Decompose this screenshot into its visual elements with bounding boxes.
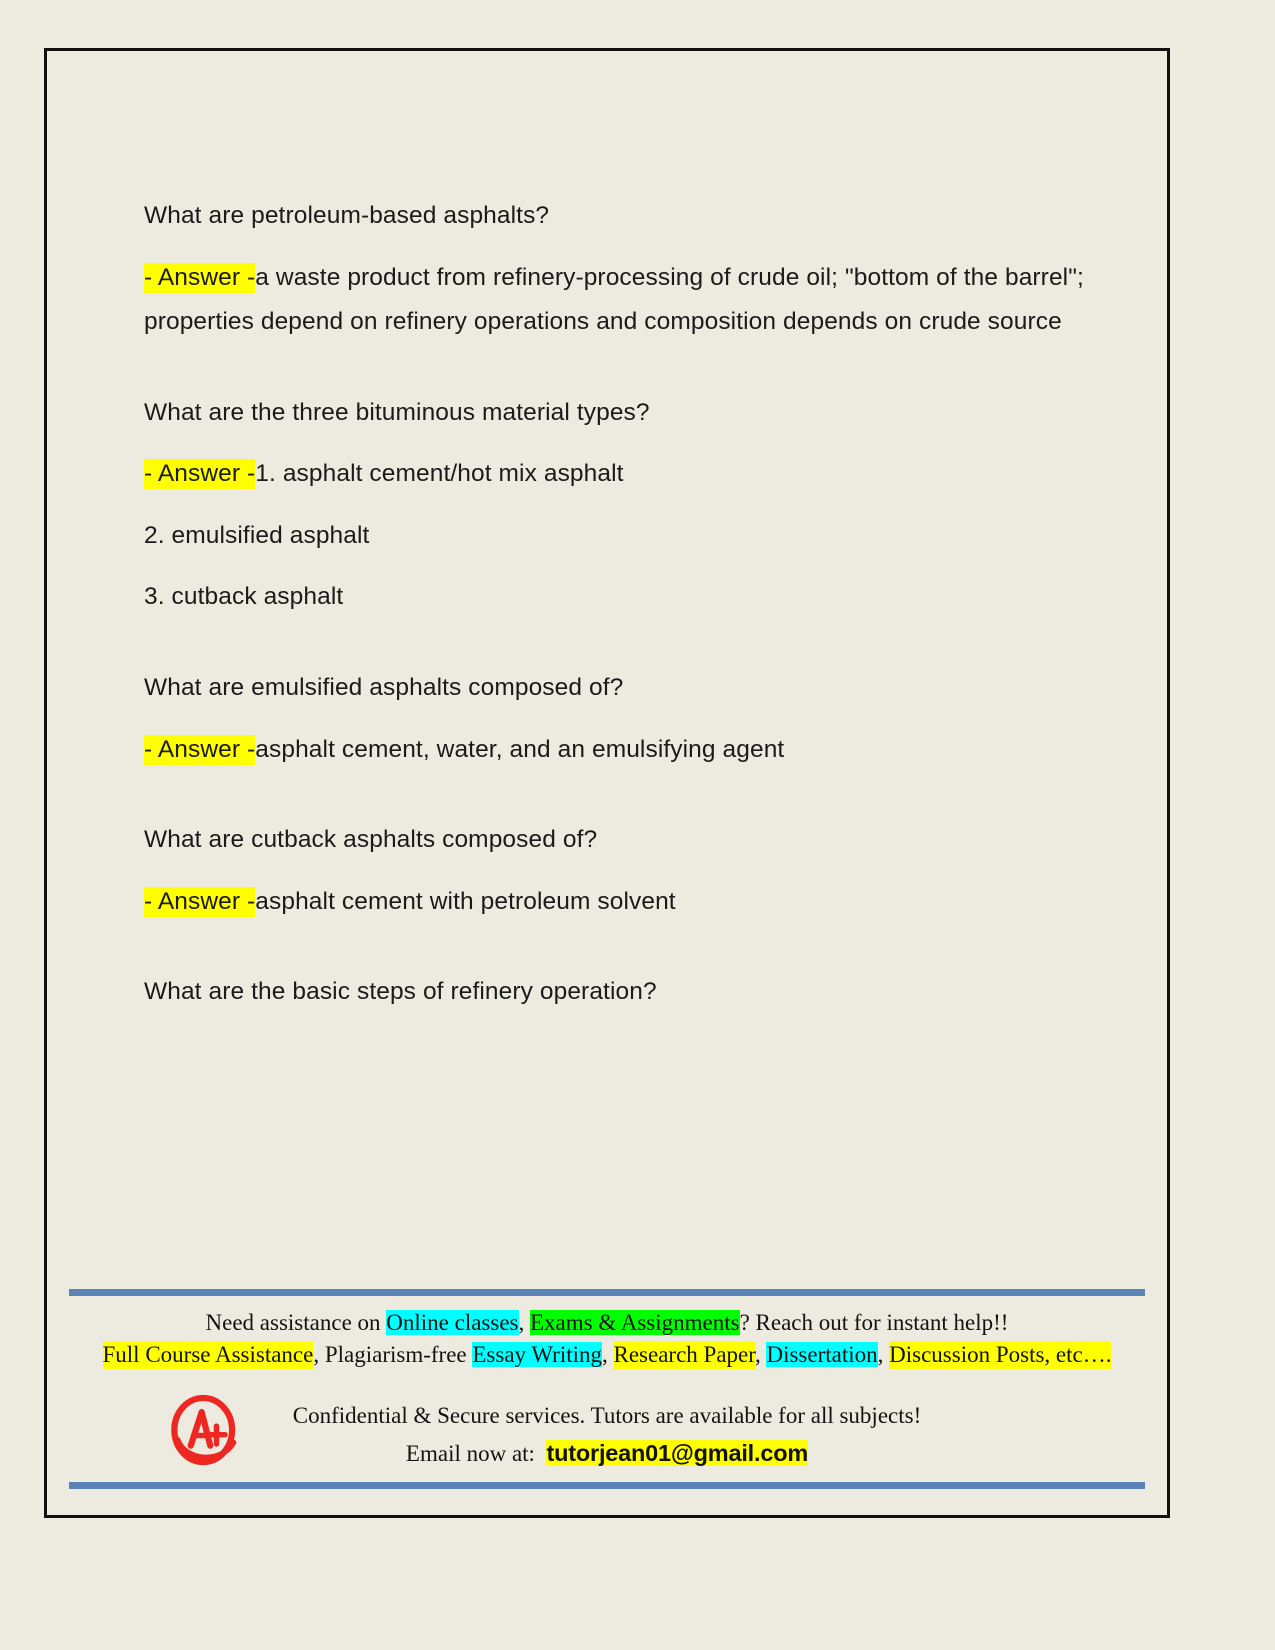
contact-row [47,1399,1167,1470]
promo-line-1 [47,1307,1167,1339]
qa-block [144,391,1084,620]
document-page [44,48,1170,1518]
tagline: Confidential & Secure services. Tutors are available for all subjects! [292,1403,922,1429]
footer-bottom-rule [69,1482,1145,1489]
email-label: Email now at: [405,1440,535,1466]
promo-highlight-research-paper: Research Paper [613,1341,755,1367]
qa-block [144,970,1084,1015]
contact-text [293,1399,922,1470]
question-text: What are emulsified asphalts composed of? [144,674,624,702]
promo-line-2 [47,1339,1167,1371]
answer-tag: - Answer - [144,460,256,488]
promo-highlight-full-course: Full Course Assistance [102,1341,314,1367]
a-plus-grade-icon [165,1391,243,1469]
promo-text: ? Reach out for instant help!! [739,1310,1009,1335]
answer-list-item: 2. emulsified asphalt [144,521,370,549]
answer-text [144,880,1084,925]
answer-text [144,256,1084,345]
answer-tag: - Answer - [144,263,256,291]
promo-text: , [602,1341,614,1367]
email-address[interactable]: tutorjean01@gmail.com [546,1439,809,1466]
answer-continuation: "bottom of the barrel"; properties depend on refinery operations and composition depends on crude source [144,263,1084,336]
answer-body: 1. asphalt cement/hot mix asphalt [255,460,624,488]
promo-text: , [754,1341,767,1367]
promo-highlight-online-classes: Online classes [386,1310,519,1335]
email-line [293,1436,922,1471]
promo-text: , [518,1310,530,1335]
footer-top-rule [69,1289,1145,1296]
promo-highlight-exams-assignments: Exams & Assignments [530,1310,740,1335]
study-guide-body [144,194,1084,1015]
question-text: What are cutback asphalts composed of? [144,826,598,854]
promo-text: , Plagiarism-free [313,1341,473,1367]
promo-highlight-discussion-posts: Discussion Posts, etc…. [889,1341,1112,1367]
qa-block [144,194,1084,345]
answer-list-item: 3. cutback asphalt [144,583,344,611]
question-text: What are the basic steps of refinery operation? [144,978,657,1006]
answer-body: asphalt cement with petroleum solvent [255,887,676,915]
answer-body: a waste product from refinery-processing of crude oil; [255,263,839,291]
qa-block [144,666,1084,772]
promo-text: , [877,1341,890,1367]
question-text: What are the three bituminous material types? [144,398,650,426]
promo-highlight-essay-writing: Essay Writing [472,1341,602,1367]
promo-highlight-dissertation: Dissertation [766,1341,878,1367]
answer-body: asphalt cement, water, and an emulsifying agent [255,735,785,763]
question-text: What are petroleum-based asphalts? [144,202,550,229]
answer-text [144,728,1084,773]
answer-tag: - Answer - [144,887,256,915]
qa-block [144,818,1084,924]
promo-footer [47,1283,1167,1515]
answer-tag: - Answer - [144,735,256,763]
answer-text [144,452,1084,497]
promo-text: Need assistance on [205,1310,387,1335]
footer-content [47,1307,1167,1471]
